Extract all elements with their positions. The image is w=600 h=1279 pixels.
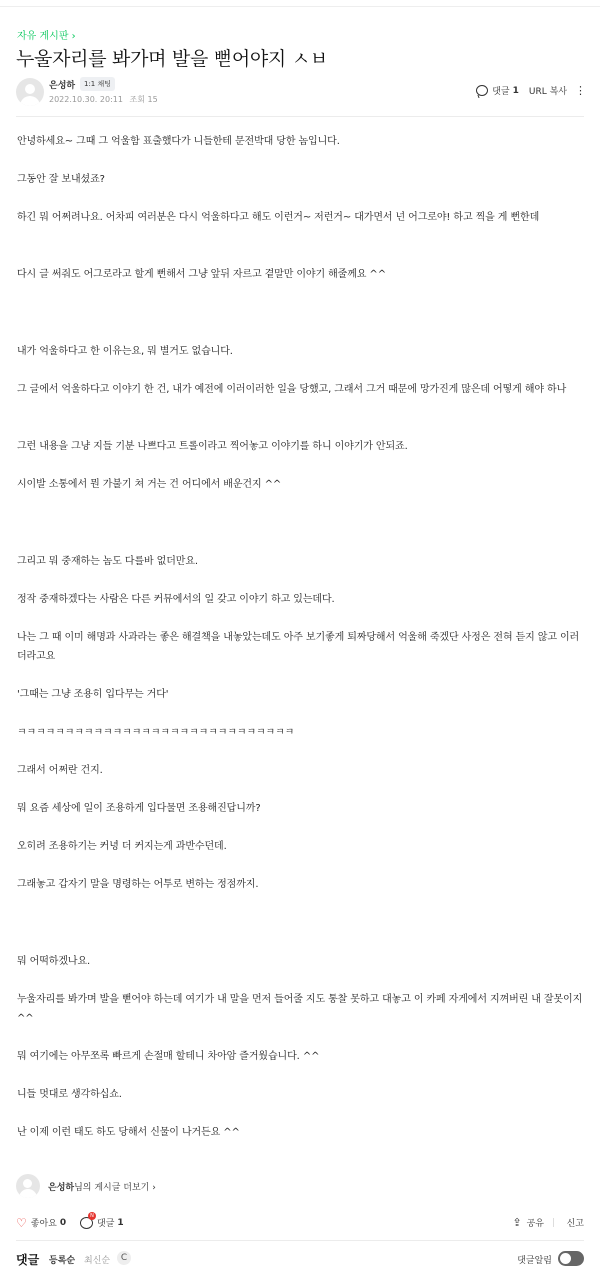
avatar: [16, 1174, 40, 1198]
comments-header: [16, 1252, 584, 1268]
divider: [553, 1218, 554, 1227]
body-paragraph: 오히려 조용하기는 커녕 더 커지는게 과반수던데.: [17, 841, 227, 852]
comments-divider: [16, 1240, 584, 1241]
body-paragraph: 그 글에서 억울하다고 이야기 한 건, 내가 예전에 이러이러한 일을 당했고, 그래서 그거 때문에 망가진게 많은데 어떻게 해야 하나: [17, 384, 567, 395]
like-label: 좋아요: [30, 1219, 57, 1229]
comment-count: 1: [117, 1217, 124, 1228]
body-paragraph: 난 이제 이런 태도 하도 당해서 신물이 나거든요 ^^: [17, 1127, 240, 1138]
header-divider: [16, 116, 584, 117]
sort-registered-tab[interactable]: 등록순: [49, 1256, 76, 1266]
share-icon: ⇪: [512, 1216, 522, 1229]
body-paragraph: 그래서 어쩌란 건지.: [17, 765, 103, 776]
share-button[interactable]: [512, 1216, 544, 1229]
body-paragraph: 그리고 뭐 중재하는 놈도 다를바 없더만요.: [17, 556, 198, 567]
body-paragraph: 다시 글 써줘도 어그로라고 할게 뻔해서 그냥 앞뒤 자르고 곁말만 이야기 해줄께요 ^^: [17, 269, 386, 280]
body-paragraph: 정작 중재하겠다는 사람은 다른 커뮤에서의 일 갖고 이야기 하고 있는데다.: [17, 594, 335, 605]
post-tools: [476, 84, 586, 97]
body-paragraph: ㅋㅋㅋㅋㅋㅋㅋㅋㅋㅋㅋㅋㅋㅋㅋㅋㅋㅋㅋㅋㅋㅋㅋㅋㅋㅋㅋㅋㅋ: [17, 727, 295, 738]
body-paragraph: 누울자리를 봐가며 발을 뻗어야 하는데 여기가 내 말을 먼저 들어줄 지도 통찰 못하고 대놓고 이 카페 자게에서 지껴버린 내 잘못이지 ^^: [17, 994, 583, 1024]
top-bar: [0, 0, 600, 7]
chat-button[interactable]: 1:1 채팅: [80, 77, 115, 91]
body-paragraph: 안녕하세요~ 그때 그 억울함 표출했다가 니들한테 문전박대 당한 놈입니다.: [17, 136, 340, 147]
comment-alarm-toggle[interactable]: [558, 1251, 584, 1266]
comment-icon[interactable]: [476, 85, 488, 96]
more-posts-link[interactable]: [16, 1174, 156, 1198]
post-meta: [49, 94, 162, 105]
more-posts-suffix: 님의 게시글 더보기 ›: [74, 1182, 156, 1193]
comment-alarm-label: 댓글알림: [517, 1256, 552, 1266]
board-name: 자유 게시판: [17, 31, 69, 42]
post-title: 누울자리를 봐가며 발을 뻗어야지 ㅅㅂ: [16, 48, 328, 70]
comment-tool-count[interactable]: 1: [512, 85, 519, 96]
chevron-right-icon: ›: [71, 31, 76, 42]
share-label: 공유: [526, 1219, 544, 1229]
author-name[interactable]: 은성하: [49, 81, 76, 91]
new-badge: N: [88, 1212, 96, 1220]
like-button[interactable]: [16, 1216, 66, 1229]
post-date: 2022.10.30. 20:11: [49, 95, 123, 104]
heart-icon: ♡: [16, 1215, 27, 1230]
refresh-icon[interactable]: C: [117, 1251, 131, 1265]
sort-newest-tab[interactable]: 최신순: [84, 1256, 111, 1266]
post-actions: [16, 1212, 584, 1232]
url-copy-button[interactable]: URL 복사: [528, 87, 567, 97]
body-paragraph: 그런 내용을 그냥 지들 기분 나쁘다고 트롤이라고 찍어놓고 이야기를 하니 이야기가 안되죠.: [17, 441, 408, 452]
comment-icon: [80, 1212, 94, 1229]
body-paragraph: 내가 억울하다고 한 이유는요, 뭐 별거도 없습니다.: [17, 346, 233, 357]
body-paragraph: 니들 멋대로 생각하십쇼.: [17, 1089, 122, 1100]
like-count: 0: [59, 1217, 67, 1228]
post-views: 조회 15: [129, 95, 158, 104]
body-paragraph: 뭐 여기에는 아무쪼록 빠르게 손절매 할테니 차아암 즐거웠습니다. ^^: [17, 1051, 320, 1062]
body-paragraph: '그때는 그냥 조용히 입다무는 거다': [17, 689, 169, 700]
body-paragraph: 그래놓고 갑자기 말을 명령하는 어투로 변하는 정점까지.: [17, 879, 259, 890]
body-paragraph: 뭐 요즘 세상에 일이 조용하게 입다물면 조용해진답니까?: [17, 803, 261, 814]
body-paragraph: 뭐 어떡하겠나요.: [17, 956, 91, 967]
report-button[interactable]: 신고: [566, 1219, 584, 1229]
more-posts-author: 은성하: [48, 1182, 75, 1193]
body-paragraph: 그동안 잘 보내셨죠?: [17, 174, 105, 185]
more-icon[interactable]: ⋮: [575, 83, 586, 97]
comments-title: 댓글: [16, 1253, 40, 1267]
comment-button[interactable]: [80, 1212, 124, 1229]
body-paragraph: 하긴 뭐 어쩌려나요. 어차피 여러분은 다시 억울하다고 해도 이런거~ 저런거~ 대가면서 넌 어그로야! 하고 찍을 게 뻔한데: [17, 212, 540, 223]
comment-label: 댓글: [97, 1219, 115, 1229]
more-posts-text: [48, 1180, 156, 1193]
avatar[interactable]: [16, 78, 44, 106]
board-link[interactable]: [17, 27, 76, 42]
body-paragraph: 나는 그 때 이미 해명과 사과라는 좋은 해결책을 내놓았는데도 아주 보기좋게 퇴짜당해서 억울해 죽겠단 사정은 전혀 듣지 않고 이러더라고요: [17, 632, 580, 662]
body-paragraph: 시이발 소통에서 뭔 가불기 쳐 거는 건 어디에서 배운건지 ^^: [17, 479, 282, 490]
comment-tool-label[interactable]: 댓글: [492, 87, 510, 97]
